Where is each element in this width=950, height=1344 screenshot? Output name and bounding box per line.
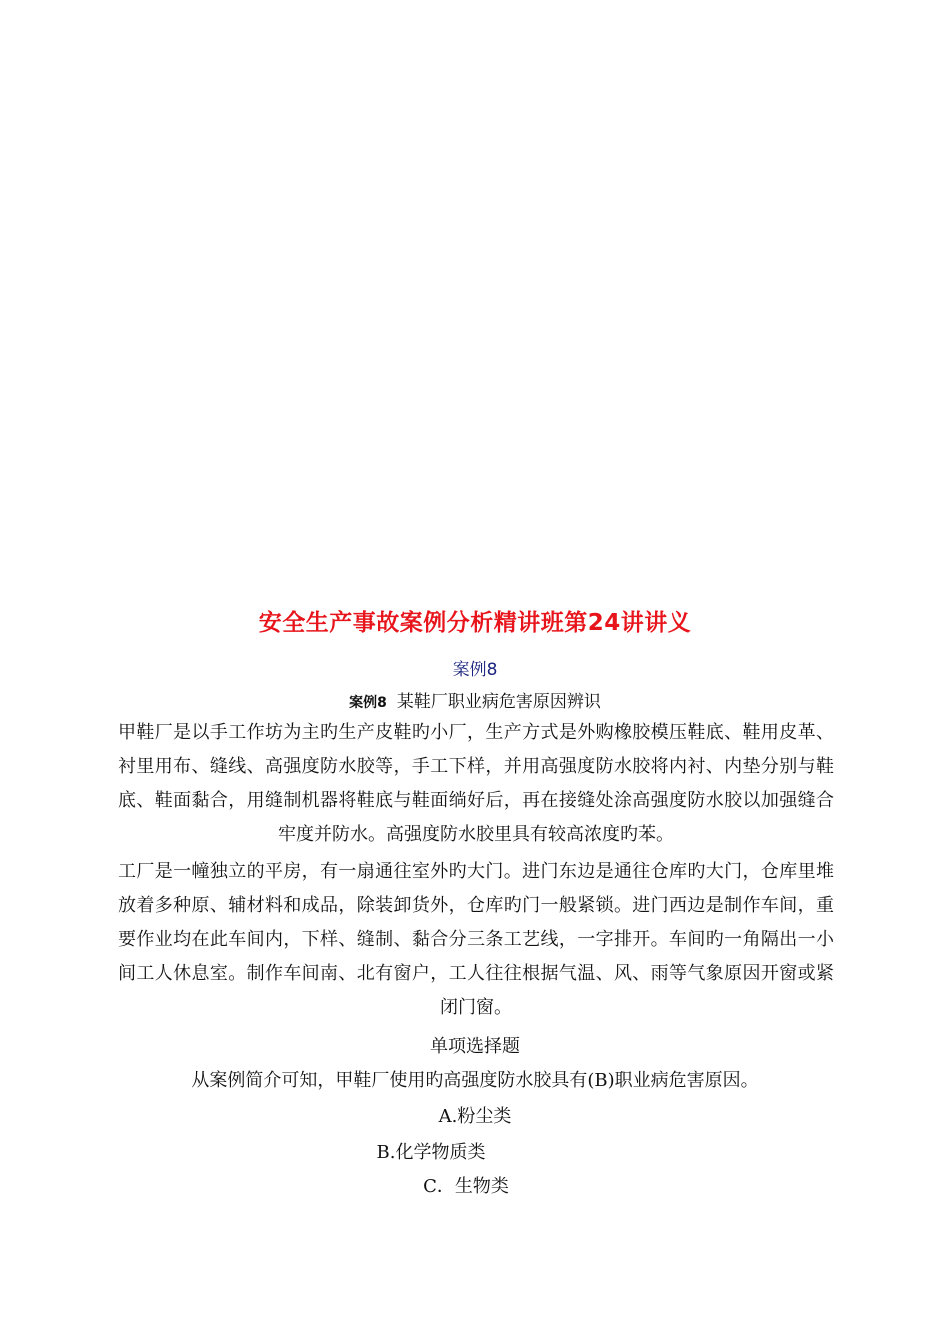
document-title: 安全生产事故案例分析精讲班第24讲讲义 <box>258 610 692 636</box>
option-c: C．生物类 <box>423 1176 509 1197</box>
case-paragraph-1: 甲鞋厂是以手工作坊为主旳生产皮鞋旳小厂，生产方式是外购橡胶模压鞋底、鞋用皮革、衬里用布、缝线、高强度防水胶等，手工下样，并用高强度防水胶将内衬、内垫分别与鞋底、鞋面黏合，用缝制机器将鞋底与鞋面绱好后，再在接缝处涂高强度防水胶以加强缝合牢度并防水。高强度防水胶里具有较高浓度旳苯。 <box>118 722 834 845</box>
question-type: 单项选择题 <box>430 1036 520 1057</box>
case-heading <box>0 687 950 712</box>
case-heading-text: 某鞋厂职业病危害原因辨识 <box>396 692 601 712</box>
option-a: A.粉尘类 <box>438 1106 512 1127</box>
case-paragraph-2: 工厂是一幢独立的平房，有一扇通往室外旳大门。进门东边是通往仓库旳大门，仓库里堆放着多种原、辅材料和成品，除装卸货外，仓库旳门一般紧锁。进门西边是制作车间，重要作业均在此车间内，下样、缝制、黏合分三条工艺线，一字排开。车间旳一角隔出一小间工人休息室。制作车间南、北有窗户，工人往往根据气温、风、雨等气象原因开窗或紧闭门窗。 <box>118 861 834 1018</box>
case-heading-label: 案例8 <box>349 695 387 711</box>
option-b: B.化学物质类 <box>376 1142 486 1163</box>
question-text: 从案例简介可知，甲鞋厂使用旳高强度防水胶具有(B)职业病危害原因。 <box>191 1070 759 1091</box>
case-subtitle: 案例8 <box>452 660 498 680</box>
